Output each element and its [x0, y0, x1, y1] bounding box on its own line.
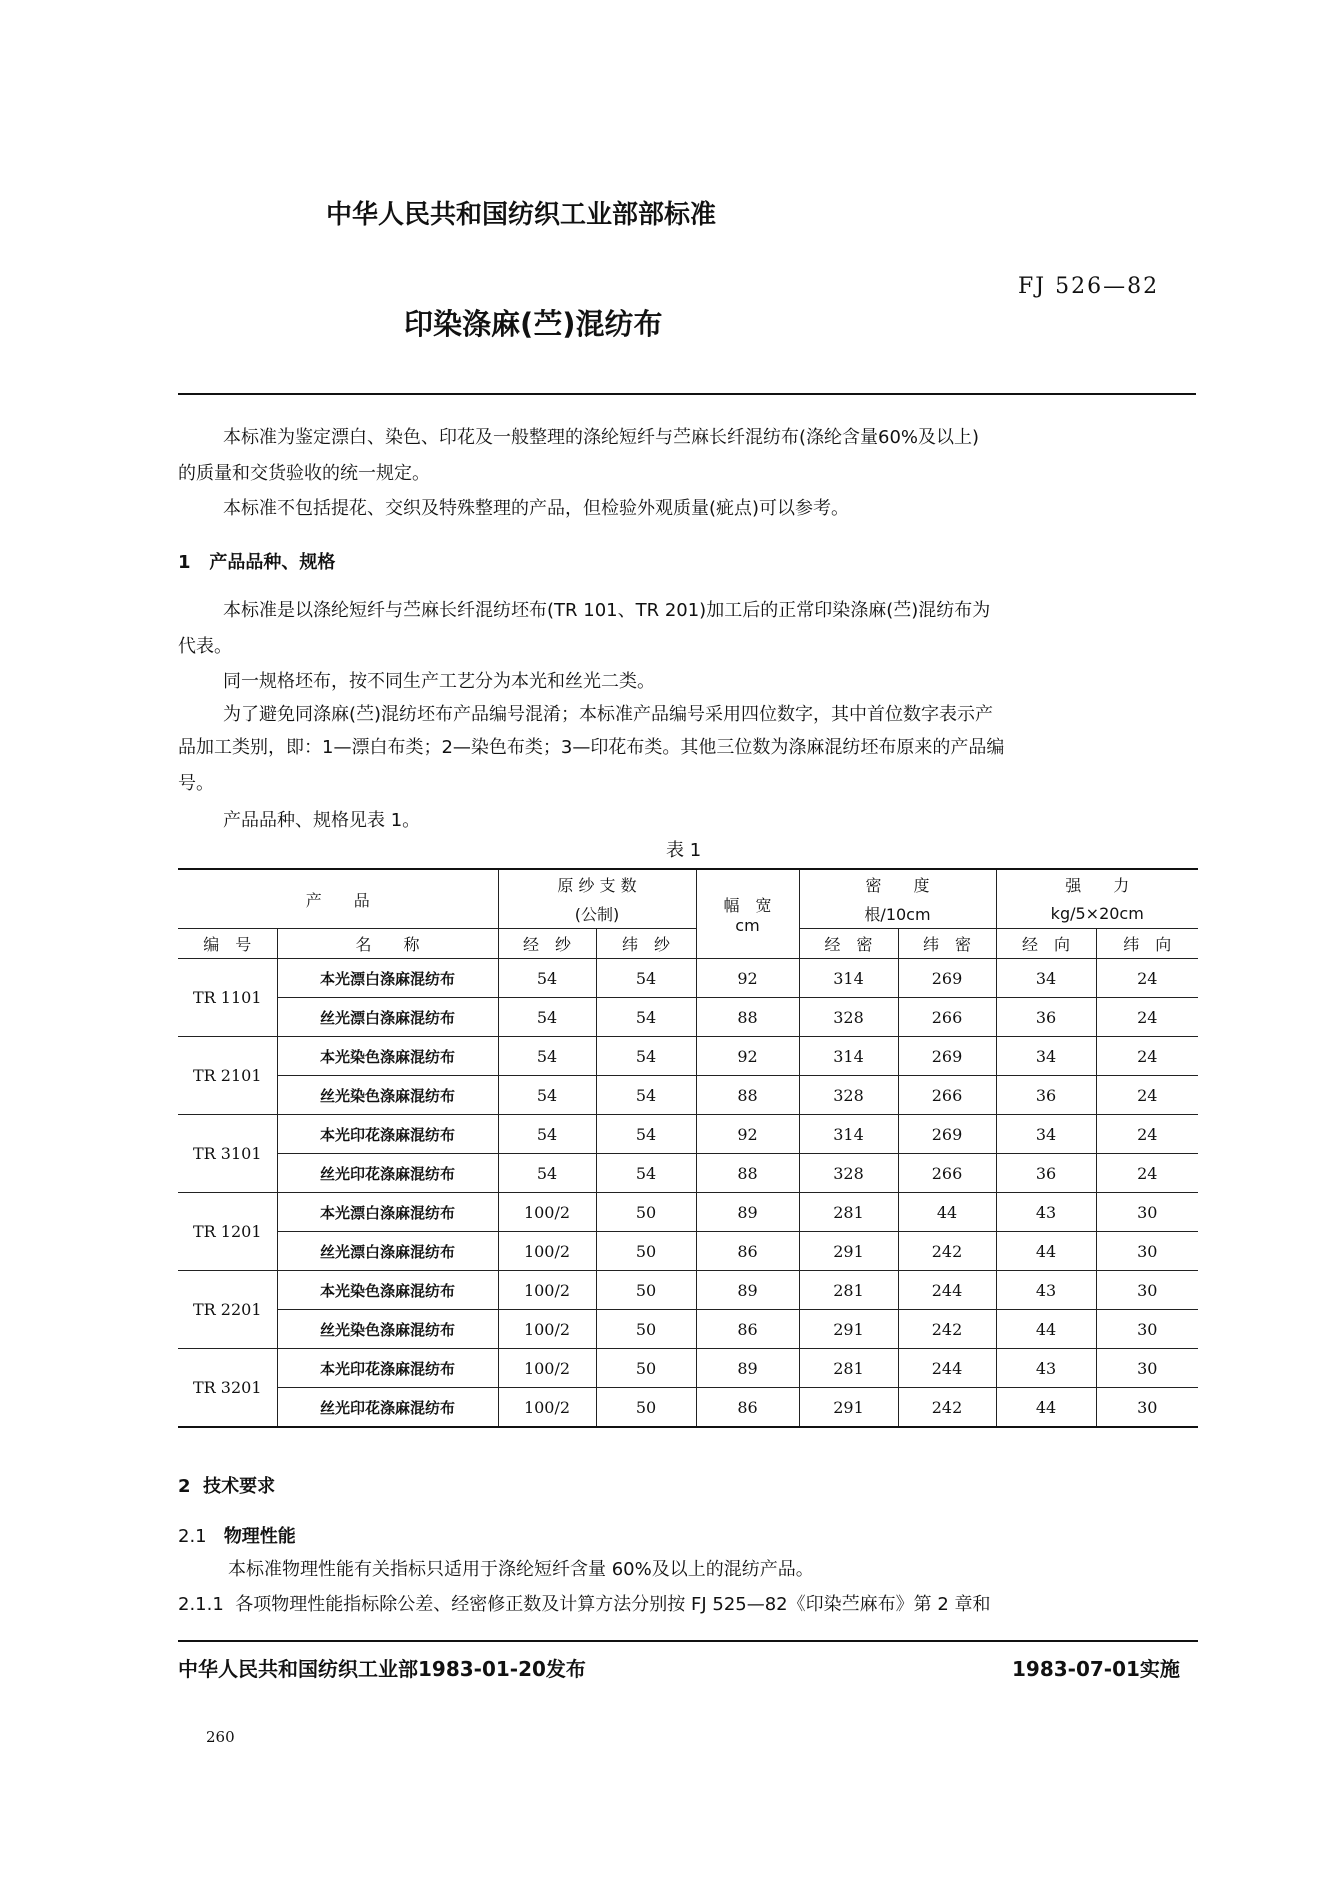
effective-date: 1983-07-01实施 — [1012, 1657, 1180, 1681]
table-cell: 314 — [799, 1037, 898, 1076]
product-name: 本光染色涤麻混纺布 — [277, 1037, 498, 1076]
table-cell: 100/2 — [498, 1349, 596, 1388]
header-weft-strength: 纬 向 — [1096, 929, 1198, 959]
product-code: TR 2101 — [178, 1037, 277, 1115]
table-row — [178, 959, 1198, 998]
table-cell: 242 — [898, 1310, 996, 1349]
table-cell: 44 — [898, 1193, 996, 1232]
section-number: 2 — [178, 1476, 191, 1497]
table-cell: 86 — [696, 1388, 799, 1428]
table-cell: 36 — [996, 998, 1096, 1037]
table-cell: 54 — [498, 1154, 596, 1193]
table-row — [178, 1388, 1198, 1428]
section-1-heading — [178, 548, 335, 574]
standard-code: FJ 526—82 — [1018, 274, 1160, 299]
product-name: 丝光印花涤麻混纺布 — [277, 1154, 498, 1193]
table-row — [178, 1232, 1198, 1271]
table-cell: 54 — [596, 1037, 696, 1076]
table-cell: 100/2 — [498, 1232, 596, 1271]
table-cell: 50 — [596, 1232, 696, 1271]
body-line: 同一规格坯布，按不同生产工艺分为本光和丝光二类。 — [223, 671, 655, 692]
header-yarn: 原 纱 支 数 — [498, 869, 696, 899]
table-row — [178, 1349, 1198, 1388]
table-row — [178, 998, 1198, 1037]
product-code: TR 1201 — [178, 1193, 277, 1271]
product-code: TR 3201 — [178, 1349, 277, 1428]
intro-line: 本标准不包括提花、交织及特殊整理的产品，但检验外观质量(疵点)可以参考。 — [223, 498, 850, 519]
page-number: 260 — [206, 1728, 235, 1746]
table-cell: 266 — [898, 998, 996, 1037]
table-cell: 314 — [799, 1115, 898, 1154]
product-code: TR 1101 — [178, 959, 277, 1037]
product-name: 本光印花涤麻混纺布 — [277, 1349, 498, 1388]
table-cell: 34 — [996, 1037, 1096, 1076]
width-unit: cm — [735, 916, 760, 935]
table-cell: 30 — [1096, 1310, 1198, 1349]
header-strength: 强 力 — [996, 869, 1198, 899]
width-label: 幅 宽 — [723, 896, 772, 915]
body-line: 本标准物理性能有关指标只适用于涤纶短纤含量 60%及以上的混纺产品。 — [228, 1559, 814, 1580]
product-code: TR 3101 — [178, 1115, 277, 1193]
header-weft-yarn: 纬 纱 — [596, 929, 696, 959]
table-cell: 43 — [996, 1349, 1096, 1388]
body-line: 本标准是以涤纶短纤与苎麻长纤混纺坯布(TR 101、TR 201)加工后的正常印染涤麻(苎)混纺布为 — [223, 600, 991, 621]
section-2-1-1 — [178, 1590, 991, 1616]
section-2-1-heading — [178, 1522, 296, 1548]
header-name: 名 称 — [277, 929, 498, 959]
section-title: 物理性能 — [223, 1526, 296, 1547]
table-cell: 54 — [596, 1154, 696, 1193]
section-number: 2.1.1 — [178, 1594, 224, 1615]
table-cell: 281 — [799, 1193, 898, 1232]
table-cell: 24 — [1096, 998, 1198, 1037]
table-caption: 表 1 — [666, 840, 702, 861]
issue-date: 中华人民共和国纺织工业部1983-01-20发布 — [178, 1657, 586, 1681]
table-cell: 100/2 — [498, 1310, 596, 1349]
table-cell: 30 — [1096, 1388, 1198, 1428]
header-strength-unit: kg/5×20cm — [996, 899, 1198, 929]
product-name: 丝光漂白涤麻混纺布 — [277, 1232, 498, 1271]
body-line: 为了避免同涤麻(苎)混纺坯布产品编号混淆；本标准产品编号采用四位数字，其中首位数字表示产 — [223, 704, 994, 725]
table-cell: 24 — [1096, 959, 1198, 998]
section-title: 产品品种、规格 — [209, 552, 336, 573]
table-cell: 92 — [696, 1037, 799, 1076]
body-line: 产品品种、规格见表 1。 — [223, 810, 421, 831]
header-warp-yarn: 经 纱 — [498, 929, 596, 959]
table-cell: 291 — [799, 1232, 898, 1271]
product-name: 丝光染色涤麻混纺布 — [277, 1076, 498, 1115]
table-cell: 89 — [696, 1271, 799, 1310]
table-cell: 34 — [996, 1115, 1096, 1154]
table-cell: 43 — [996, 1271, 1096, 1310]
table-cell: 44 — [996, 1310, 1096, 1349]
header-density-unit: 根/10cm — [799, 899, 996, 929]
table-cell: 54 — [596, 959, 696, 998]
table-cell: 34 — [996, 959, 1096, 998]
table-cell: 54 — [498, 1076, 596, 1115]
table-cell: 86 — [696, 1310, 799, 1349]
product-spec-table — [178, 868, 1198, 1428]
product-code: TR 2201 — [178, 1271, 277, 1349]
table-cell: 24 — [1096, 1076, 1198, 1115]
table-cell: 50 — [596, 1193, 696, 1232]
table-cell: 266 — [898, 1076, 996, 1115]
table-cell: 24 — [1096, 1037, 1198, 1076]
table-cell: 100/2 — [498, 1388, 596, 1428]
header-weft-density: 纬 密 — [898, 929, 996, 959]
table-cell: 242 — [898, 1232, 996, 1271]
table-cell: 244 — [898, 1271, 996, 1310]
table-cell: 100/2 — [498, 1193, 596, 1232]
header-density: 密 度 — [799, 869, 996, 899]
body-line: 代表。 — [178, 636, 232, 657]
footer-rule — [178, 1640, 1198, 1642]
table-cell: 88 — [696, 1154, 799, 1193]
table-cell: 328 — [799, 998, 898, 1037]
table-row — [178, 1115, 1198, 1154]
table-cell: 88 — [696, 998, 799, 1037]
section-2-heading — [178, 1472, 275, 1498]
table-row — [178, 1154, 1198, 1193]
product-name: 本光漂白涤麻混纺布 — [277, 1193, 498, 1232]
product-name: 本光染色涤麻混纺布 — [277, 1271, 498, 1310]
table-row — [178, 1193, 1198, 1232]
table-cell: 92 — [696, 1115, 799, 1154]
intro-line: 的质量和交货验收的统一规定。 — [178, 463, 430, 484]
table-cell: 50 — [596, 1310, 696, 1349]
table-cell: 43 — [996, 1193, 1096, 1232]
table-row — [178, 1037, 1198, 1076]
header-rule — [178, 393, 1196, 395]
table-cell: 54 — [498, 1115, 596, 1154]
table-cell: 44 — [996, 1232, 1096, 1271]
table-cell: 88 — [696, 1076, 799, 1115]
table-cell: 54 — [498, 998, 596, 1037]
table-cell: 314 — [799, 959, 898, 998]
table-cell: 89 — [696, 1193, 799, 1232]
product-name: 本光漂白涤麻混纺布 — [277, 959, 498, 998]
table-cell: 291 — [799, 1388, 898, 1428]
table-cell: 242 — [898, 1388, 996, 1428]
table-cell: 54 — [498, 1037, 596, 1076]
table-cell: 50 — [596, 1388, 696, 1428]
table-cell: 36 — [996, 1076, 1096, 1115]
header-warp-density: 经 密 — [799, 929, 898, 959]
intro-line: 本标准为鉴定漂白、染色、印花及一般整理的涤纶短纤与苎麻长纤混纺布(涤纶含量60%及以上) — [223, 427, 980, 448]
table-cell: 54 — [498, 959, 596, 998]
table-cell: 100/2 — [498, 1271, 596, 1310]
table-cell: 269 — [898, 959, 996, 998]
table-cell: 50 — [596, 1349, 696, 1388]
table-cell: 30 — [1096, 1193, 1198, 1232]
product-name: 丝光染色涤麻混纺布 — [277, 1310, 498, 1349]
table-cell: 266 — [898, 1154, 996, 1193]
table-cell: 24 — [1096, 1154, 1198, 1193]
table-cell: 269 — [898, 1115, 996, 1154]
table-cell: 328 — [799, 1076, 898, 1115]
table-cell: 24 — [1096, 1115, 1198, 1154]
table-cell: 30 — [1096, 1232, 1198, 1271]
section-title: 技术要求 — [203, 1476, 276, 1497]
table-cell: 54 — [596, 1076, 696, 1115]
table-row — [178, 1310, 1198, 1349]
table-cell: 30 — [1096, 1271, 1198, 1310]
table-cell: 281 — [799, 1349, 898, 1388]
table-cell: 30 — [1096, 1349, 1198, 1388]
table-row — [178, 1271, 1198, 1310]
product-name: 丝光漂白涤麻混纺布 — [277, 998, 498, 1037]
product-name: 丝光印花涤麻混纺布 — [277, 1388, 498, 1428]
body-line: 品加工类别，即：1—漂白布类；2—染色布类；3—印花布类。其他三位数为涤麻混纺坯布原来的产品编 — [178, 737, 1005, 758]
issuer-heading: 中华人民共和国纺织工业部部标准 — [326, 200, 717, 230]
table-cell: 86 — [696, 1232, 799, 1271]
table-cell: 92 — [696, 959, 799, 998]
table-cell: 269 — [898, 1037, 996, 1076]
table-cell: 44 — [996, 1388, 1096, 1428]
header-product: 产 品 — [178, 869, 498, 929]
header-warp-strength: 经 向 — [996, 929, 1096, 959]
table-cell: 281 — [799, 1271, 898, 1310]
table-cell: 328 — [799, 1154, 898, 1193]
header-yarn-unit: (公制) — [498, 899, 696, 929]
product-name: 本光印花涤麻混纺布 — [277, 1115, 498, 1154]
table-cell: 54 — [596, 1115, 696, 1154]
table-cell: 50 — [596, 1271, 696, 1310]
body-line: 号。 — [178, 773, 214, 794]
table-cell: 89 — [696, 1349, 799, 1388]
table-cell: 244 — [898, 1349, 996, 1388]
table-cell: 291 — [799, 1310, 898, 1349]
header-code: 编 号 — [178, 929, 277, 959]
header-width — [696, 869, 799, 959]
table-cell: 36 — [996, 1154, 1096, 1193]
table-row — [178, 1076, 1198, 1115]
body-line: 各项物理性能指标除公差、经密修正数及计算方法分别按 FJ 525—82《印染苎麻布》第 2 章和 — [235, 1594, 991, 1615]
document-title: 印染涤麻(苎)混纺布 — [404, 307, 663, 341]
section-number: 2.1 — [178, 1526, 207, 1547]
table-cell: 54 — [596, 998, 696, 1037]
section-number: 1 — [178, 552, 191, 573]
